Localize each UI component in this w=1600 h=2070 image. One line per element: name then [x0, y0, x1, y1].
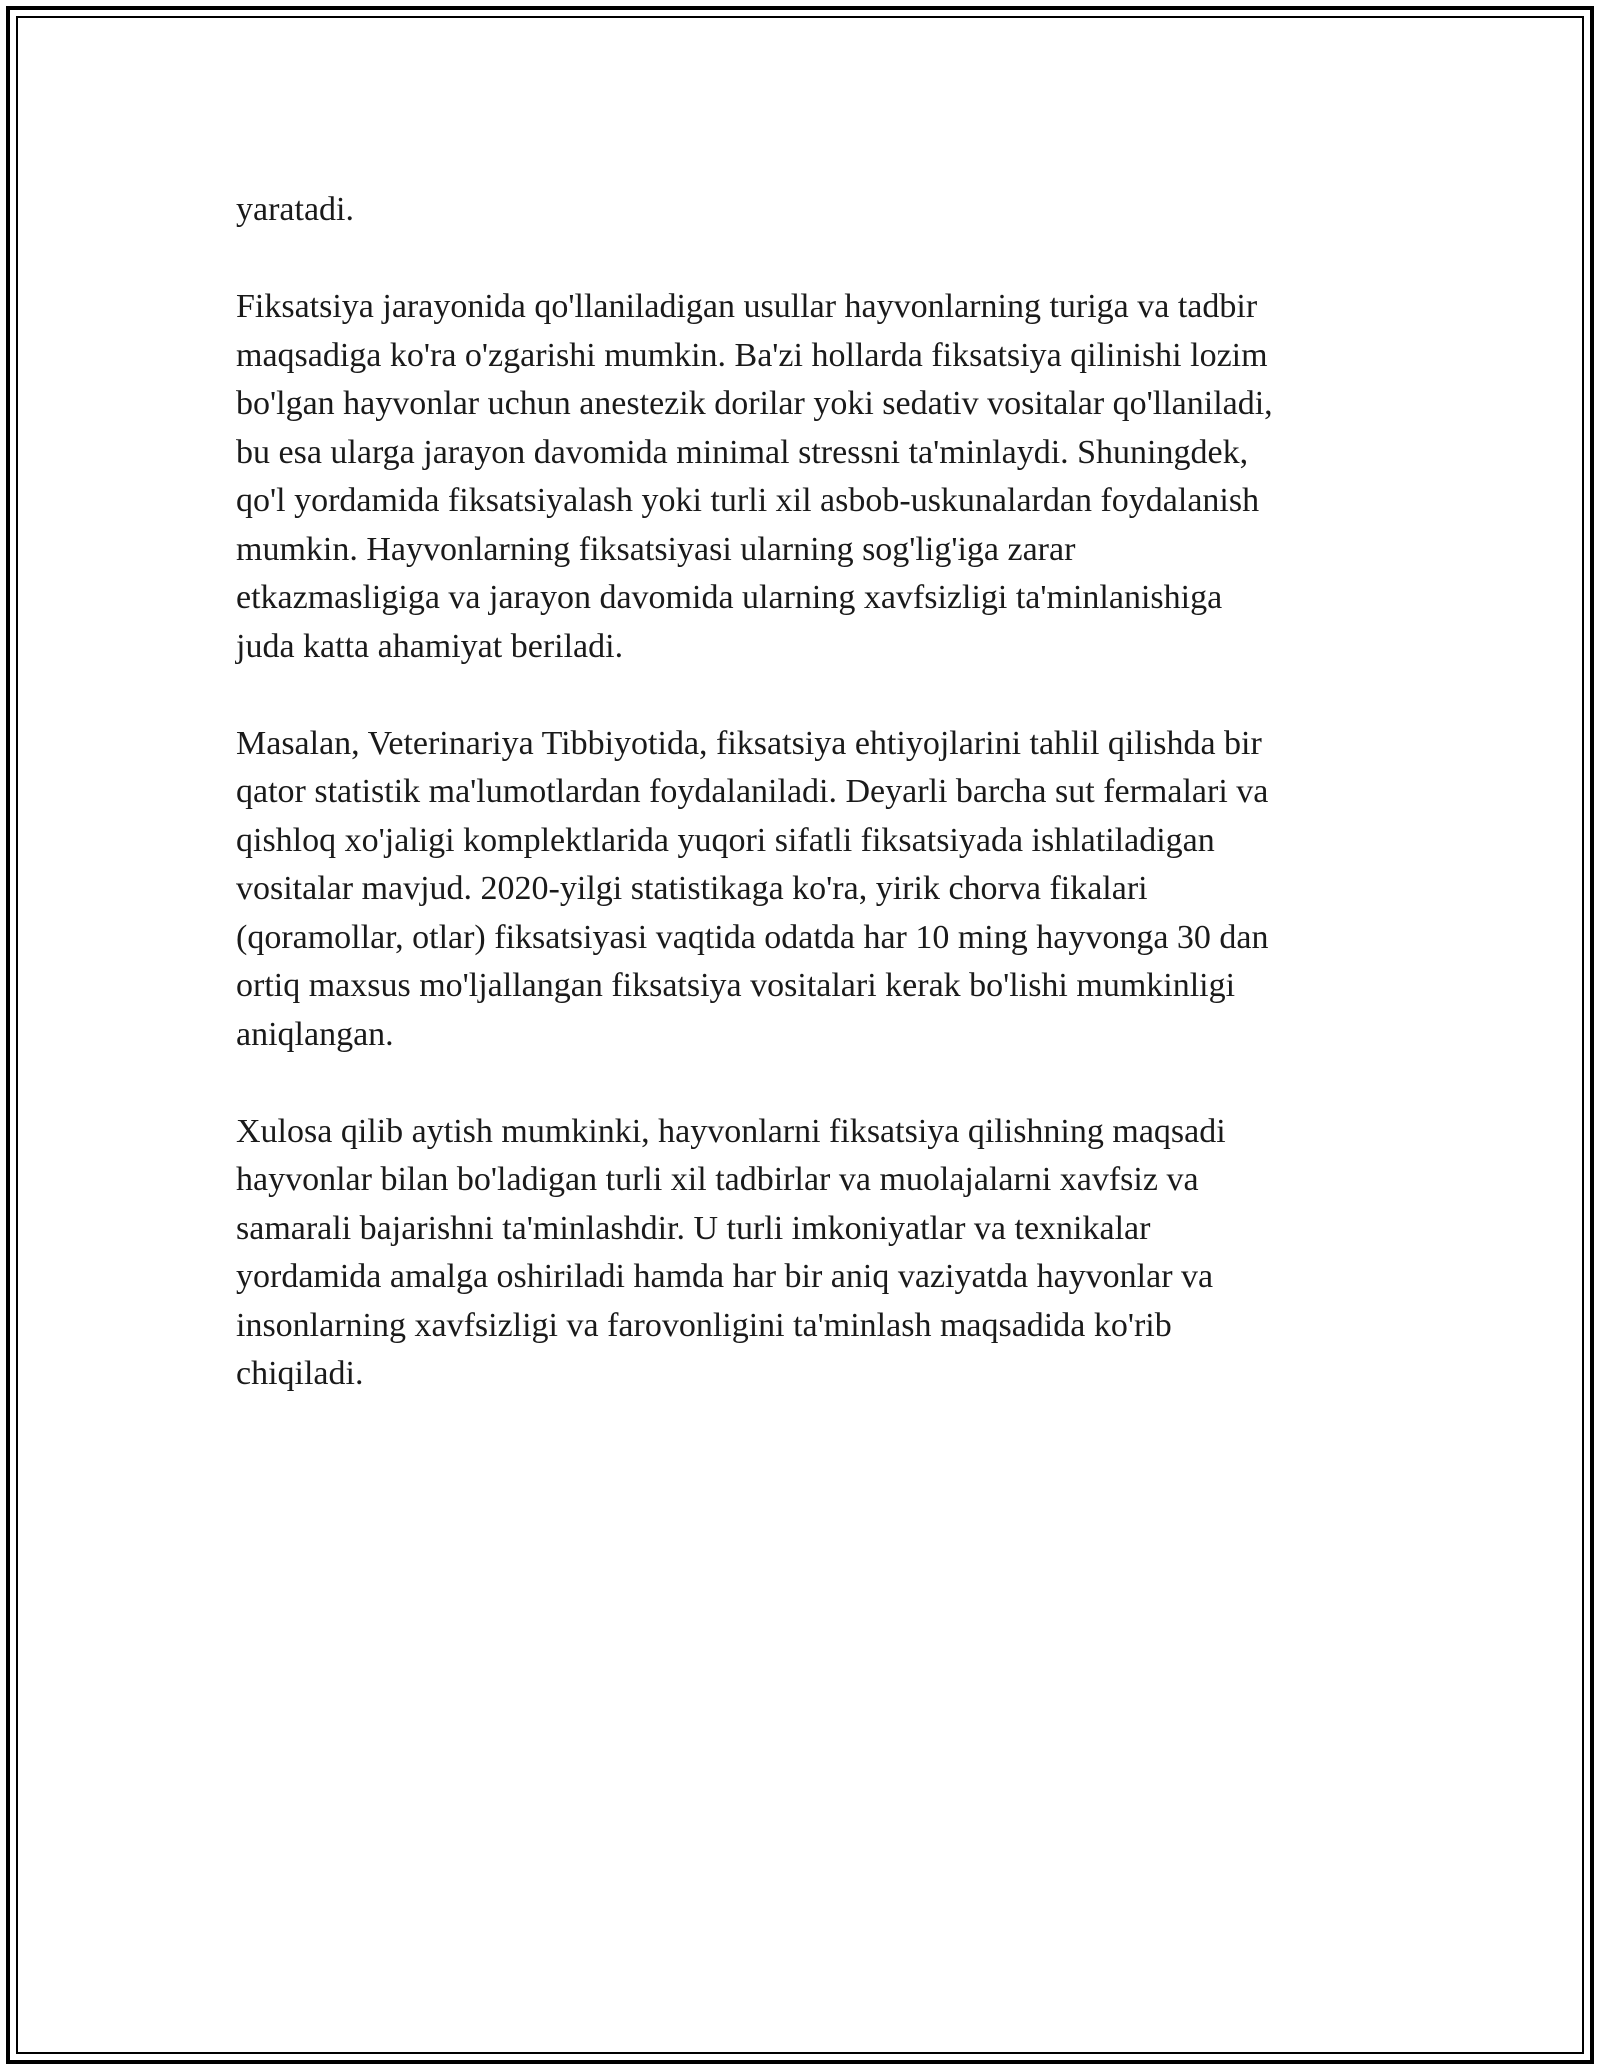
paragraph-line: vositalar mavjud. 2020-yilgi statistikaga ko'ra, yirik chorva fikalari — [236, 870, 1148, 907]
paragraph-line: yordamida amalga oshiriladi hamda har bir aniq vaziyatda hayvonlar va — [236, 1258, 1214, 1295]
paragraph-line: (qoramollar, otlar) fiksatsiyasi vaqtida odatda har 10 ming hayvonga 30 dan — [236, 918, 1269, 956]
paragraph-4 — [236, 1108, 1366, 1399]
paragraph-line: Xulosa qilib aytish mumkinki, hayvonlarni fiksatsiya qilishning maqsadi — [236, 1112, 1226, 1150]
paragraph-line: etkazmasligiga va jarayon davomida ularning xavfsizligi ta'minlanishiga — [236, 579, 1223, 616]
paragraph-line: yaratadi. — [236, 191, 354, 228]
paragraph-line: samarali bajarishni ta'minlashdir. U turli imkoniyatlar va texnikalar — [236, 1209, 1151, 1247]
paragraph-line: hayvonlar bilan bo'ladigan turli xil tadbirlar va muolajalarni xavfsiz va — [236, 1161, 1199, 1198]
paragraph-line: maqsadiga ko'ra o'zgarishi mumkin. Ba'zi hollarda fiksatsiya qilinishi lozim — [236, 336, 1268, 374]
paragraph-2 — [236, 283, 1366, 671]
paragraph-line: chiqiladi. — [236, 1355, 364, 1392]
paragraph-line: bu esa ularga jarayon davomida minimal stressni ta'minlaydi. Shuningdek, — [236, 433, 1249, 471]
paragraph-line: juda katta ahamiyat beriladi. — [236, 627, 624, 665]
paragraph-line: aniqlangan. — [236, 1015, 394, 1053]
paragraph-1 — [236, 186, 1366, 235]
paragraph-line: bo'lgan hayvonlar uchun anestezik dorilar yoki sedativ vositalar qo'llaniladi, — [236, 385, 1273, 422]
paragraph-line: qishloq xo'jaligi komplektlarida yuqori sifatli fiksatsiyada ishlatiladigan — [236, 821, 1215, 859]
paragraph-line: Masalan, Veterinariya Tibbiyotida, fiksatsiya ehtiyojlarini tahlil qilishda bir — [236, 724, 1262, 762]
paragraph-line: ortiq maxsus mo'ljallangan fiksatsiya vositalari kerak bo'lishi mumkinligi — [236, 967, 1236, 1004]
paragraph-3 — [236, 720, 1366, 1060]
document-body — [236, 186, 1366, 1447]
paragraph-line: qo'l yordamida fiksatsiyalash yoki turli xil asbob-uskunalardan foydalanish — [236, 482, 1260, 519]
paragraph-line: qator statistik ma'lumotlardan foydalaniladi. Deyarli barcha sut fermalari va — [236, 773, 1269, 810]
paragraph-line: Fiksatsiya jarayonida qo'llaniladigan usullar hayvonlarning turiga va tadbir — [236, 288, 1258, 325]
paragraph-line: insonlarning xavfsizligi va farovonligini ta'minlash maqsadida ko'rib — [236, 1306, 1172, 1344]
paragraph-line: mumkin. Hayvonlarning fiksatsiyasi ularning sog'lig'iga zarar — [236, 530, 1076, 568]
